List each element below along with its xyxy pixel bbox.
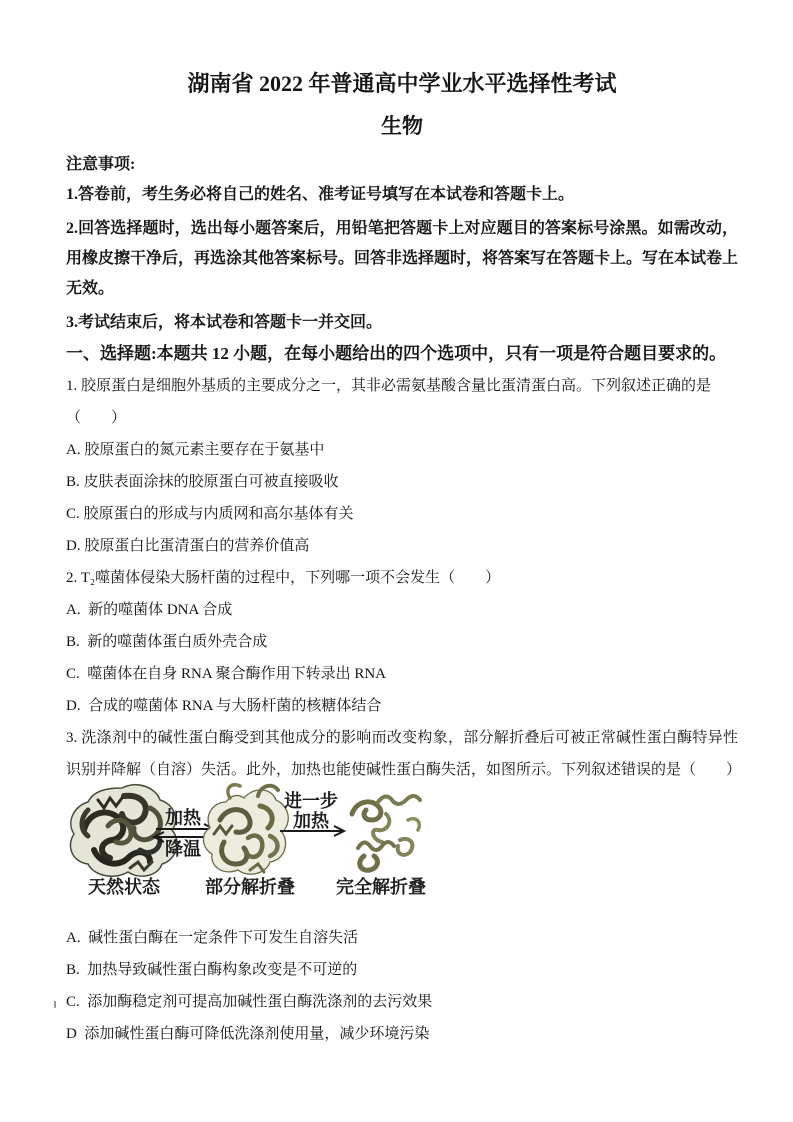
notice-item-3: 3.考试结束后，将本试卷和答题卡一并交回。 xyxy=(66,314,383,331)
native-state-label: 天然状态 xyxy=(88,877,160,897)
question-2-option-d: D. 合成的噬菌体 RNA 与大肠杆菌的核糖体结合 xyxy=(66,698,382,714)
notice-heading: 注意事项: xyxy=(66,156,136,173)
question-1-option-d: D. 胶原蛋白比蛋清蛋白的营养价值高 xyxy=(66,538,310,554)
partially-unfolded-label: 部分解折叠 xyxy=(205,877,295,897)
paper-content xyxy=(66,70,742,1050)
question-3-options xyxy=(66,922,738,1050)
notice-item-2: 2.回答选择题时，选出每小题答案后，用铅笔把答题卡上对应题目的答案标号涂黑。如需改动，用橡皮擦干净后，再选涂其他答案标号。回答非选择题时，将答案写在答题卡上。写在本试卷上无效。 xyxy=(66,220,739,297)
further-heating-label-line1: 进一步 xyxy=(284,791,338,811)
question-1-stem: 1. 胶原蛋白是细胞外基质的主要成分之一，其非必需氨基酸含量比蛋清蛋白高。下列叙述正确的是（ ） xyxy=(66,378,712,426)
question-3-option-b: B. 加热导致碱性蛋白酶构象改变是不可逆的 xyxy=(66,962,358,978)
completely-unfolded-protein-diagram xyxy=(352,796,420,870)
question-2-option-c: C. 噬菌体在自身 RNA 聚合酶作用下转录出 RNA xyxy=(66,666,387,682)
question-1-option-a: A. 胶原蛋白的氮元素主要存在于氨基中 xyxy=(66,442,325,458)
partially-unfolded-protein-diagram xyxy=(203,785,288,874)
question-3-option-c: C. 添加酶稳定剂可提高加碱性蛋白酶洗涤剂的去污效果 xyxy=(66,994,433,1010)
question-1-option-c: C. 胶原蛋白的形成与内质网和高尔基体有关 xyxy=(66,506,354,522)
protein-denaturation-figure xyxy=(64,780,444,898)
question-1-option-b: B. 皮肤表面涂抹的胶原蛋白可被直接吸收 xyxy=(66,474,339,490)
question-3-stem: 3. 洗涤剂中的碱性蛋白酶受到其他成分的影响而改变构象，部分解折叠后可被正常碱性蛋白酶特异性识别并降解（自溶）失活。此外，加热也能使碱性蛋白酶失活，如图所示。下列叙述错误的是（ ） xyxy=(66,730,742,778)
question-2-option-b: B. 新的噬菌体蛋白质外壳合成 xyxy=(66,634,268,650)
question-2 xyxy=(66,562,738,722)
section-heading: 一、选择题:本题共 12 小题，在每小题给出的四个选项中，只有一项是符合题目要求的。 xyxy=(66,344,727,363)
cooling-arrow-label: 降温 xyxy=(165,839,201,859)
question-3-option-d: D 添加碱性蛋白酶可降低洗涤剂使用量，减少环境污染 xyxy=(66,1026,430,1042)
question-2-option-a: A. 新的噬菌体 DNA 合成 xyxy=(66,602,233,618)
subject-title: 生物 xyxy=(381,114,423,138)
notice-item-1: 1.答卷前，考生务必将自己的姓名、准考证号填写在本试卷和答题卡上。 xyxy=(66,186,575,203)
completely-unfolded-label: 完全解折叠 xyxy=(336,877,426,897)
further-heating-label-line2: 加热 xyxy=(293,811,329,831)
question-2-stem: 2. T₂噬菌体侵染大肠杆菌的过程中，下列哪一项不会发生（ ） xyxy=(66,570,501,586)
question-3-option-a: A. 碱性蛋白酶在一定条件下可发生自溶失活 xyxy=(66,930,359,946)
native-state-protein-diagram xyxy=(70,785,176,876)
page-title: 湖南省 2022 年普通高中学业水平选择性考试 xyxy=(187,71,617,96)
question-1 xyxy=(66,370,738,562)
question-3 xyxy=(66,722,742,1050)
heating-arrow-label: 加热 xyxy=(165,808,201,828)
scan-artifact xyxy=(54,1001,56,1008)
